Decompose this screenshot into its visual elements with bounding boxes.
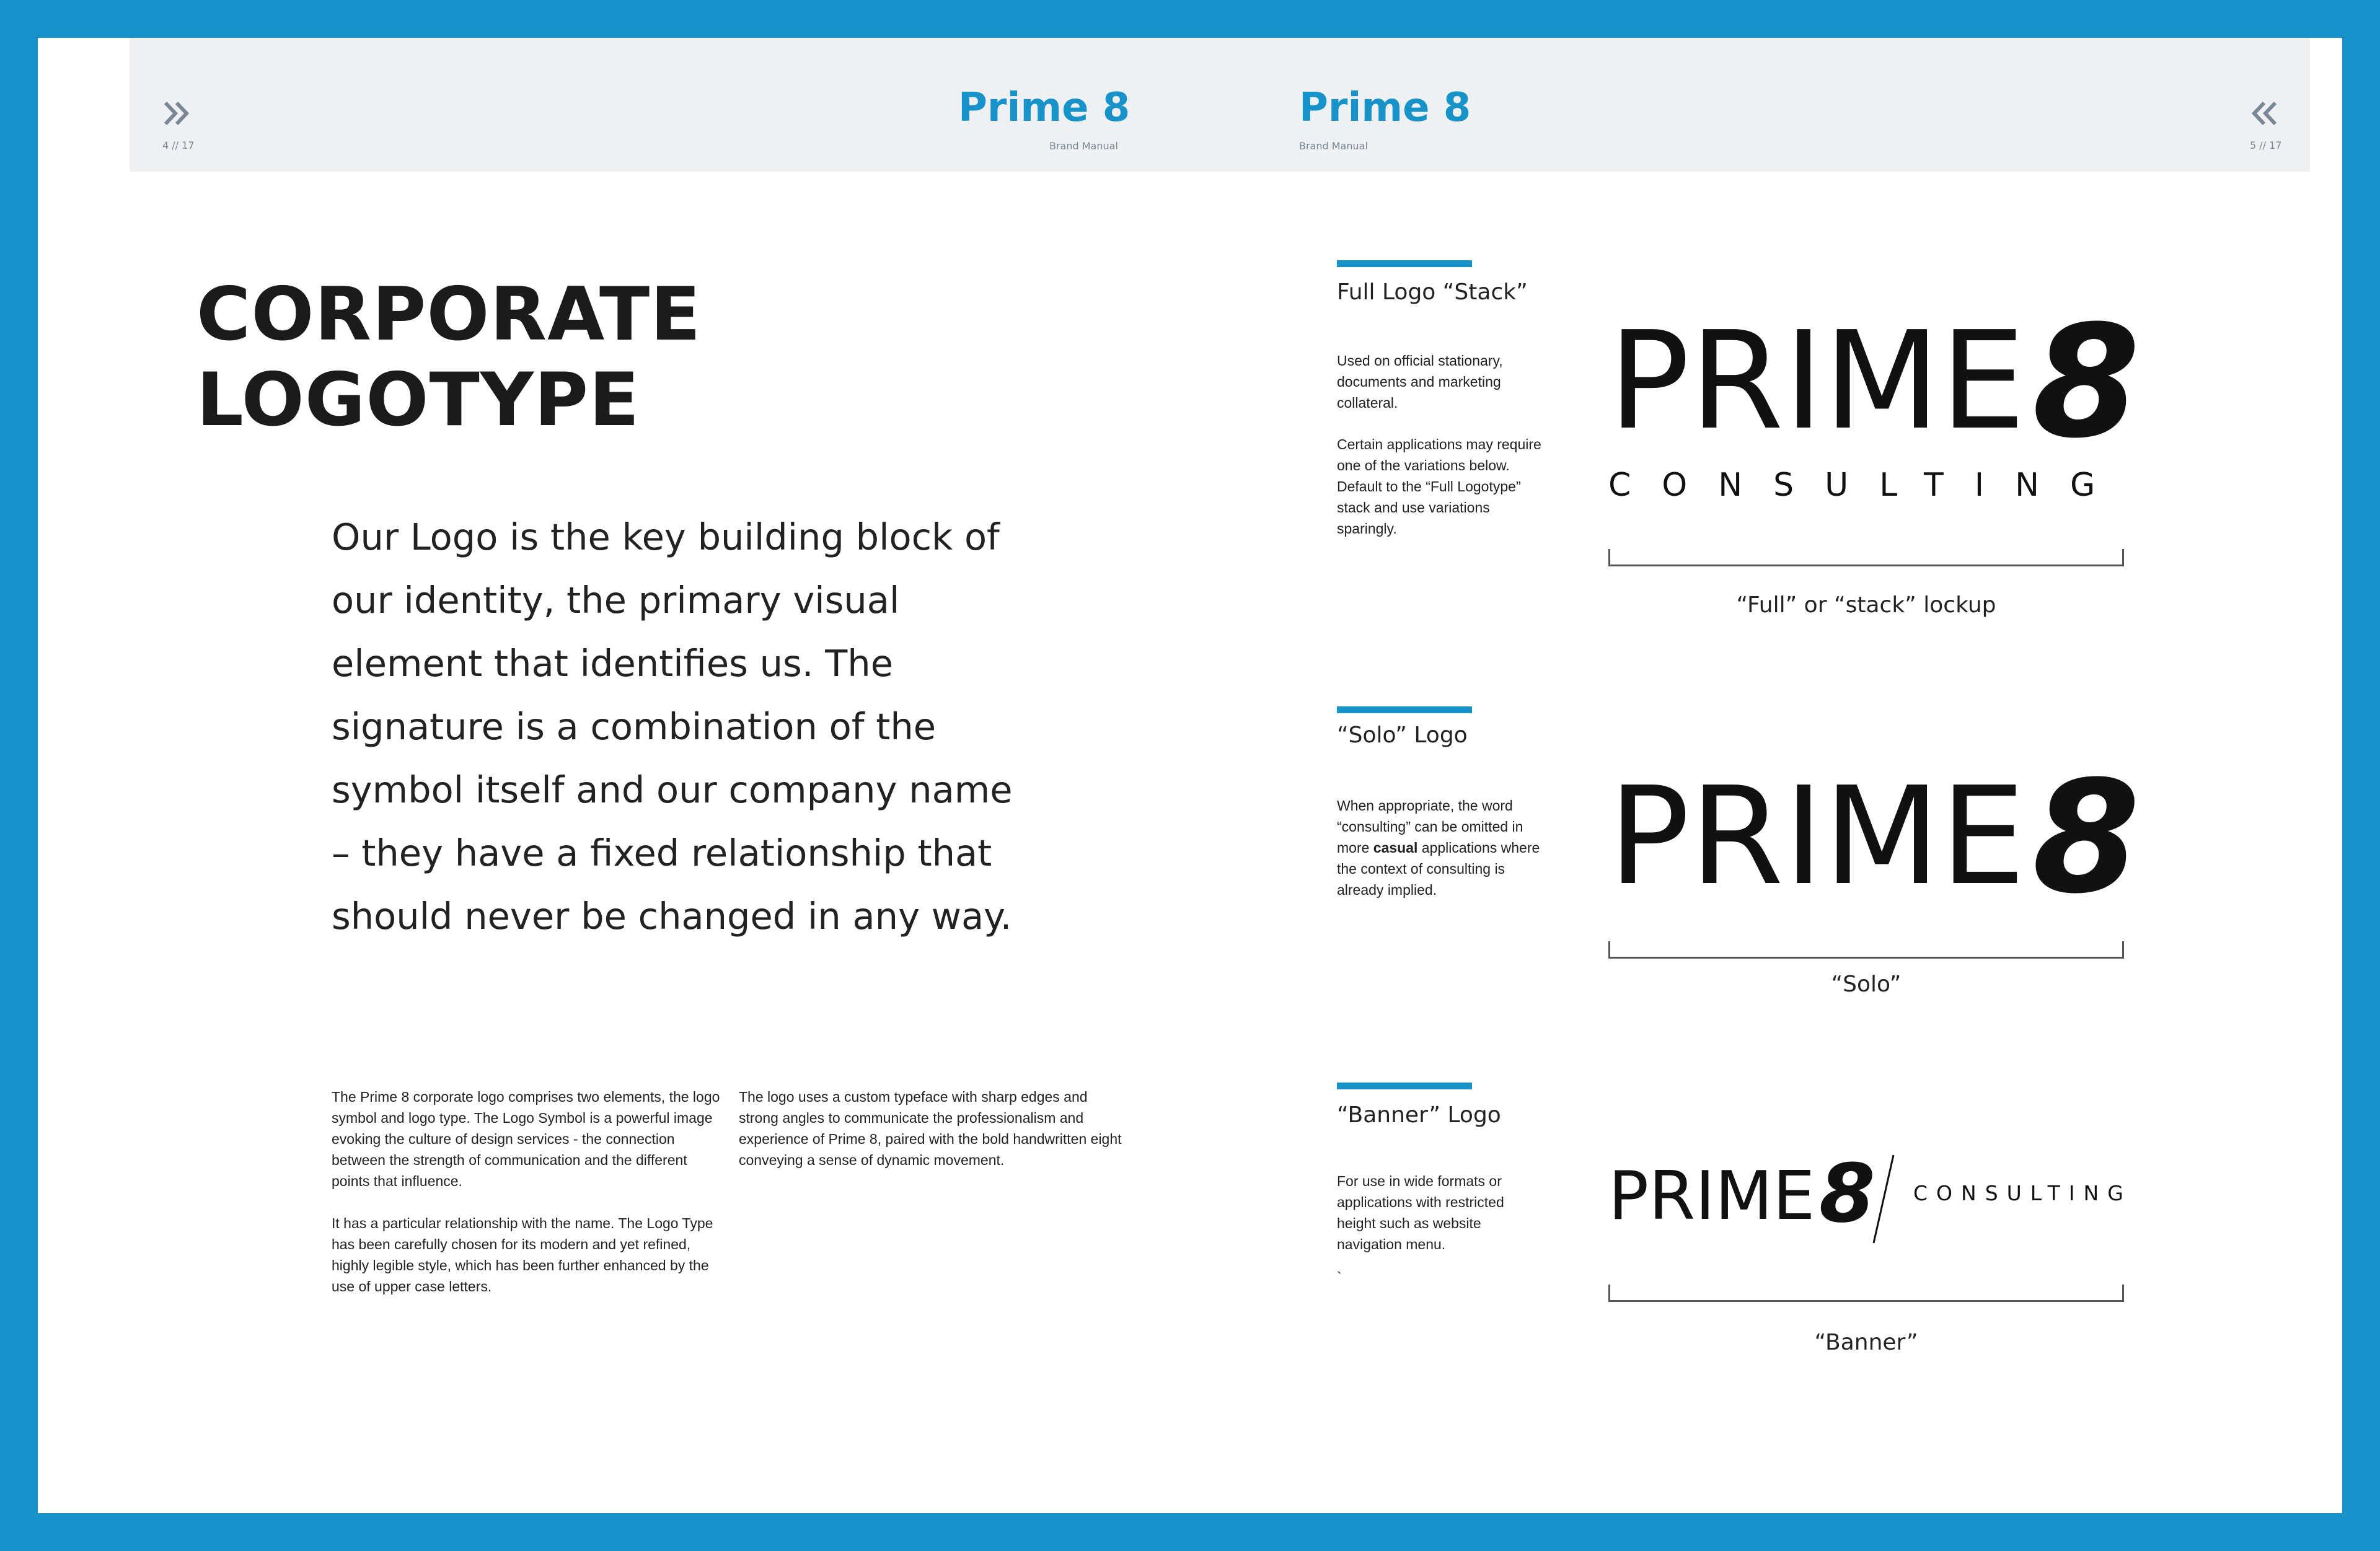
section-rule-solo (1337, 706, 1472, 713)
page-title-line1: CORPORATE (196, 272, 702, 358)
banner-logo-eight: 8 (1819, 1146, 1875, 1241)
solo-logo (1608, 747, 2140, 928)
brand-title-right: Prime 8 (1299, 85, 1471, 131)
body-column-2 (739, 1086, 1129, 1192)
brand-manual-label-right: Brand Manual (1299, 140, 1368, 152)
intro-paragraph: Our Logo is the key building block of our identity, the primary visual element that identifies us. The signature is a combination of the symbol itself and our company name – they have a fixed relationship that should never be changed in any way. (332, 516, 1013, 938)
caption-full: “Full” or “stack” lockup (1736, 592, 1996, 618)
banner-logo (1608, 1146, 2132, 1249)
caption-solo: “Solo” (1831, 972, 1902, 997)
section-desc-banner (1337, 1171, 1541, 1308)
body-col1-p1: The Prime 8 corporate logo comprises two elements, the logo symbol and logo type. The Logo Symbol is a powerful image evoking the culture of design services - the connection between the strength of communication and the different points that influence. (332, 1089, 720, 1189)
logo-bracket-banner (1608, 1285, 2124, 1302)
section-desc-solo-b: applications where the context of consulting is already implied. (1337, 840, 1540, 898)
section-desc-solo-a: When appropriate, the word “consulting” can be omitted in more (1337, 797, 1523, 856)
brand-manual-label-left: Brand Manual (1049, 140, 1118, 152)
section-label-solo: “Solo” Logo (1337, 723, 1468, 748)
section-desc-solo-bold: casual (1373, 840, 1418, 856)
section-desc-full-p2: Certain applications may require one of the variations below. Default to the “Full Logotype” stack and use variations sparingly. (1337, 436, 1541, 537)
solo-logo-wordmark: PRIME (1608, 758, 2026, 915)
logo-tagline: CONSULTING (1608, 467, 2127, 504)
section-label-banner: “Banner” Logo (1337, 1102, 1501, 1128)
header-bar (130, 38, 2310, 172)
section-rule-banner (1337, 1083, 1472, 1089)
double-chevron-left-icon[interactable] (2248, 98, 2279, 129)
page-number-right: 5 // 17 (2250, 139, 2282, 151)
page-title-line2: LOGOTYPE (196, 358, 640, 443)
banner-logo-tagline: CONSULTING (1913, 1181, 2132, 1205)
section-desc-solo (1337, 795, 1541, 900)
page-number-left: 4 // 17 (162, 139, 195, 151)
banner-divider-slash (1869, 1150, 1900, 1249)
full-stack-logo (1608, 292, 2140, 504)
body-col1-p2: It has a particular relationship with the name. The Logo Type has been carefully chosen for its modern and yet refined, highly legible style, which has been further enhanced by the use of upper case letters. (332, 1215, 713, 1294)
logo-eight: 8 (2032, 292, 2140, 472)
section-desc-banner-mark: ` (1337, 1269, 1342, 1285)
body-column-1 (332, 1086, 728, 1318)
double-chevron-right-icon[interactable] (162, 98, 193, 129)
section-label-full: Full Logo “Stack” (1337, 279, 1528, 305)
caption-banner: “Banner” (1814, 1330, 1918, 1355)
solo-logo-eight: 8 (2032, 747, 2140, 928)
section-desc-banner-p1: For use in wide formats or applications with restricted height such as website navigation menu. (1337, 1173, 1504, 1252)
brand-title-left: Prime 8 (958, 85, 1130, 131)
section-desc-full (1337, 350, 1541, 560)
section-rule-full (1337, 260, 1472, 267)
page-title (196, 272, 701, 443)
logo-bracket-full (1608, 549, 2124, 566)
logo-bracket-solo (1608, 941, 2124, 959)
logo-wordmark: PRIME (1608, 303, 2026, 460)
body-col2-p1: The logo uses a custom typeface with sharp edges and strong angles to communicate the professionalism and experience of Prime 8, paired with the bold handwritten eight conveying a sense of dynamic movement. (739, 1089, 1122, 1168)
banner-logo-wordmark: PRIME (1608, 1158, 1815, 1235)
brand-manual-spread (38, 38, 2342, 1513)
section-desc-full-p1: Used on official stationary, documents and marketing collateral. (1337, 353, 1503, 411)
